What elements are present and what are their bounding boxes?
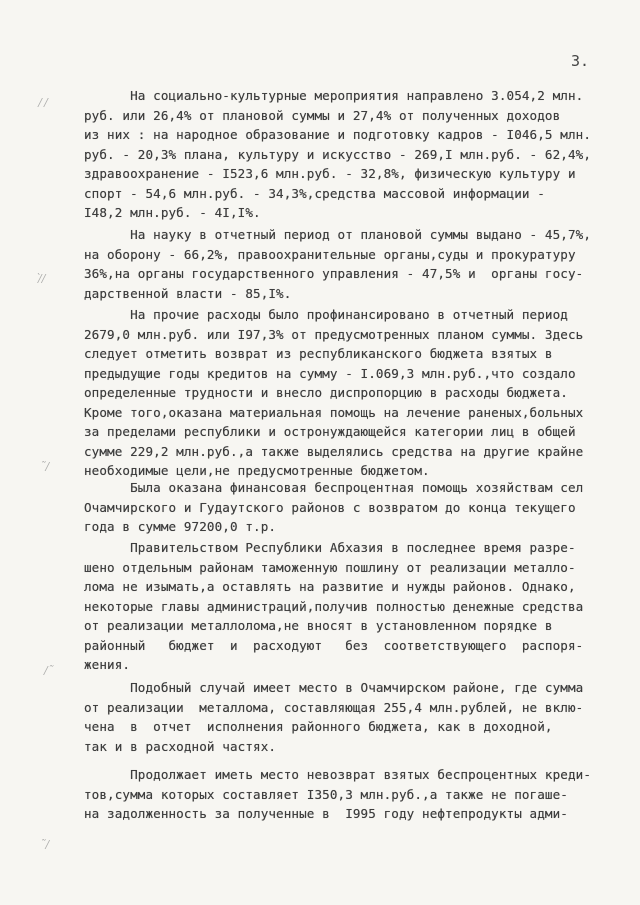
text-line: так и в расходной частях. [84, 738, 277, 754]
margin-punch-mark: ∕ ∕ [36, 96, 48, 109]
text-line: за пределами республики и остронуждающейся категории лиц в общей [84, 424, 576, 439]
text-line: Правительством Республики Абхазия в последнее время разре- [84, 540, 576, 555]
text-line: Кроме того,оказана материальная помощь на лечение раненых,больных [84, 404, 584, 420]
paragraph-social-cultural [84, 86, 616, 223]
text-line: лома не изымать,а оставлять на развитие и нужды районов. Однако, [84, 579, 576, 594]
text-line: Подобный случай имеет место в Очамчирском районе, где сумма [84, 680, 584, 695]
text-line: шено отдельным районам таможенную пошлину от реализации металло- [84, 559, 576, 575]
margin-punch-mark: ˜∕ [40, 460, 50, 473]
text-line: На науку в отчетный период от плановой суммы выдано - 45,7%, [84, 227, 592, 242]
paragraph-ochamchira-case [84, 678, 616, 756]
paragraph-science-defense [84, 225, 616, 303]
text-line: I48,2 млн.руб. - 4I,I%. [84, 205, 261, 220]
margin-punch-mark: ∕̀∕ [38, 272, 46, 285]
paragraph-financial-aid [84, 478, 616, 537]
text-line: 2679,0 млн.руб. или I97,3% от предусмотренных планом суммы. Здесь [84, 326, 584, 342]
paragraph-government-permission [84, 538, 616, 675]
text-line: от реализации металлома, составляющая 255,4 млн.рублей, не вклю- [84, 699, 584, 715]
text-line: На социально-культурные мероприятия направлено 3.054,2 млн. [84, 88, 584, 103]
text-line: здравоохранение - I523,6 млн.руб. - 32,8%, физическую культуру и [84, 166, 576, 181]
text-line: Очамчирского и Гудаутского районов с возвратом до конца текущего [84, 499, 576, 515]
text-line: районный бюджет и расходуют без соответствующего распоря- [84, 637, 584, 653]
text-line: руб. - 20,3% плана, культуру и искусство - 269,I млн.руб. - 62,4%, [84, 146, 592, 162]
text-line: определенные трудности и внесло диспропорцию в расходы бюджета. [84, 385, 568, 400]
text-line: из них : на народное образование и подготовку кадров - I046,5 млн. [84, 127, 592, 142]
paragraph-other-expenses [84, 305, 616, 481]
text-line: сумме 229,2 млн.руб.,а также выделялись средства на другие крайне [84, 443, 584, 459]
text-line: Была оказана финансовая беспроцентная помощь хозяйствам сел [84, 480, 584, 495]
text-line: жения. [84, 657, 131, 672]
text-line: спорт - 54,6 млн.руб. - 34,3%,средства массовой информации - [84, 185, 545, 201]
text-line: от реализации металлолома,не вносят в установленном порядке в [84, 618, 553, 633]
page-number: 3. [571, 52, 590, 70]
text-line: тов,сумма которых составляет I350,3 млн.руб.,а также не погаше- [84, 786, 568, 802]
text-line: На прочие расходы было профинансировано в отчетный период [84, 307, 568, 322]
margin-punch-mark: ˜∕ [40, 838, 50, 851]
text-line: следует отметить возврат из республиканского бюджета взятых в [84, 346, 553, 361]
text-line: на оборону - 66,2%, правоохранительные органы,суды и прокуратуру [84, 246, 576, 262]
text-line: дарственной власти - 85,I%. [84, 285, 292, 301]
text-line: предыдущие годы кредитов на сумму - I.069,3 млн.руб.,что создало [84, 365, 576, 381]
text-line: руб. или 26,4% от плановой суммы и 27,4% от полученных доходов [84, 107, 561, 123]
text-line: необходимые цели,не предусмотренные бюджетом. [84, 463, 430, 478]
text-line: на задолженность за полученные в I995 году нефтепродукты адми- [84, 806, 568, 821]
text-line: Продолжает иметь место невозврат взятых беспроцентных креди- [84, 767, 592, 782]
text-line: некоторые главы администраций,получив полностью денежные средства [84, 598, 584, 614]
text-line: года в сумме 97200,0 т.р. [84, 519, 277, 534]
paragraph-credit-nonreturn [84, 765, 616, 824]
text-line: 36%,на органы государственного управления - 47,5% и органы госу- [84, 266, 584, 281]
text-line: чена в отчет исполнения районного бюджета, как в доходной, [84, 719, 553, 734]
margin-punch-mark: ∕˜ [44, 664, 54, 677]
